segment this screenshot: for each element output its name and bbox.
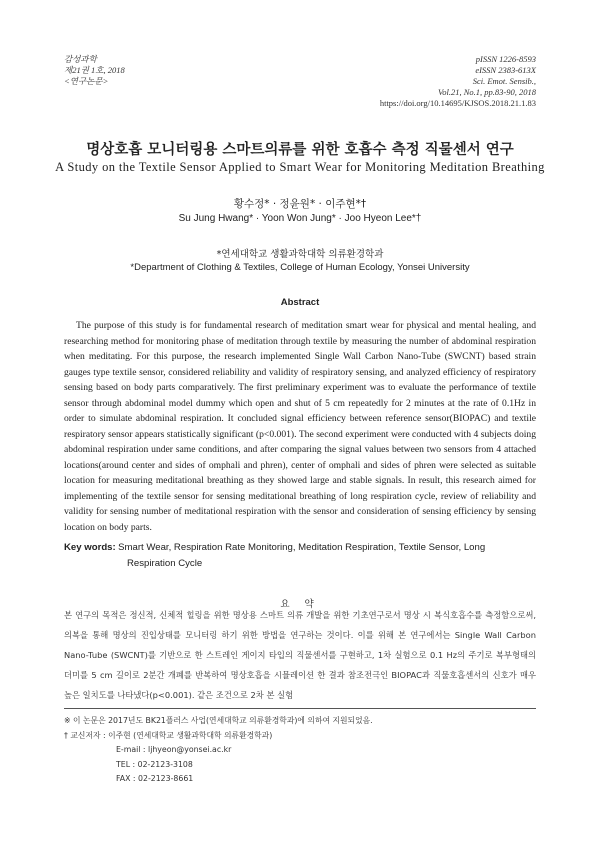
authors-ko: 황수정* · 정윤원* · 이주현*† [233,198,367,210]
volume-ko: 제21권 1호, 2018 [64,65,125,75]
abstract-text: The purpose of this study is for fundamental research of meditation smart wear for physical and mental healing, and researching method for monitoring phase of meditation through textile by measuring the number of abdominal respiration when meditating. For this purpose, the research implemented Single Wall Carbon Nano-Tube (SWCNT) based strain gauges type textile sensor, considered reliability and validity of respiratory sensing, and analyzed efficiency of respiratory sensing based on body parts comparatively. The first preliminary experiment was to evaluate the performance of textile sensor through abdominal model dummy which open and shut of 5 cm repeatedly for 2 minutes at the rate of 0.1Hz in order to simulate abdominal respiration. It concluded signal efficiency between reference sensor(BIOPAC) and textile respiratory sensor appears statistically significant (p<0.001). The second experiment were conducted with 4 subjects doing abdominal respiration under same conditions, and after comparing the signal values between two sensors from 4 attached locations(around center and sides of omphali and phren), center of omphali and sides of phren were selected as suitable location for measuring meditational breathing as they showed large and stable signals. In result, this research aimed for implementing of the textile sensor for sensing meditational breathing of long respiration cycle, review of reliability and validity for sensing number of meditational respiration with the sensor and consideration of sensing efficiency by sensing location on body parts. [64,320,536,533]
abstract-heading: Abstract [280,297,320,308]
pissn: pISSN 1226-8593 [475,54,536,64]
doi-link[interactable]: https://doi.org/10.14695/KJSOS.2018.21.1.83 [379,98,536,108]
paper-title-en: A Study on the Textile Sensor Applied to Smart Wear for Monitoring Meditation Breathing [55,160,545,174]
author-fax: FAX : 02-2123-8661 [116,774,194,784]
summary-text: 본 연구의 목적은 정신적, 신체적 힐링을 위한 명상용 스마트 의류 개발을 위한 기초연구로서 명상 시 복식호흡수를 측정함으로써, 의복을 통해 명상의 진입상태를 모니터링 하기 위한 방법을 연구하는 것이다. 이를 위해 본 연구에서는 Single Wall Carbon Nano-Tube (SWCNT)를 기반으로 한 스트레인 게이지 타입의 직물센서를 구현하고, 1차 실험으로 0.1 Hz의 주기로 복부형태의 더미를 5 cm 길이로 2분간 개폐를 반복하여 명상호흡을 시뮬레이션 한 결과 참조전극인 BIOPAC과 직물호흡센서의 신호가 매우 높은 일치도를 나타냈다(p<0.001). 같은 조건으로 2차 본 실험 [64,610,536,700]
affiliation-ko: *연세대학교 생활과학대학 의류환경학과 [216,249,384,260]
volume-en: Vol.21, No.1, pp.83-90, 2018 [438,87,536,97]
journal-header-left [64,54,125,87]
keywords-text: Smart Wear, Respiration Rate Monitoring, Meditation Respiration, Textile Sensor, Long [118,542,486,553]
eissn: eISSN 2383-613X [475,65,536,75]
footnotes [64,714,536,787]
keywords [64,540,536,572]
summary-heading: 요 약 [280,599,320,610]
keywords-label: Key words: [64,542,116,553]
journal-header-right [380,54,536,109]
authors-en: Su Jung Hwang* · Yoon Won Jung* · Joo Hyeon Lee*† [178,213,422,224]
journal-abbr: Sci. Emot. Sensib., [472,76,536,86]
keywords-text-continued: Respiration Cycle [127,558,203,569]
article-type-ko: <연구논문> [64,76,109,86]
journal-name-ko: 감성과학 [64,54,97,64]
footnote-divider [64,708,536,709]
paper-title-ko: 명상호흡 모니터링용 스마트의류를 위한 호흡수 측정 직물센서 연구 [86,142,514,158]
funding-note: ※ 이 논문은 2017년도 BK21플러스 사업(연세대학교 의류환경학과)에 의하여 지원되었음. [64,716,373,725]
author-email: E-mail : ljhyeon@yonsei.ac.kr [116,745,232,755]
corresponding-author-note: † 교신저자 : 이주현 (연세대학교 생활과학대학 의류환경학과) [64,730,273,740]
affiliation-en: *Department of Clothing & Textiles, College of Human Ecology, Yonsei University [130,262,470,273]
author-tel: TEL : 02-2123-3108 [116,759,193,769]
